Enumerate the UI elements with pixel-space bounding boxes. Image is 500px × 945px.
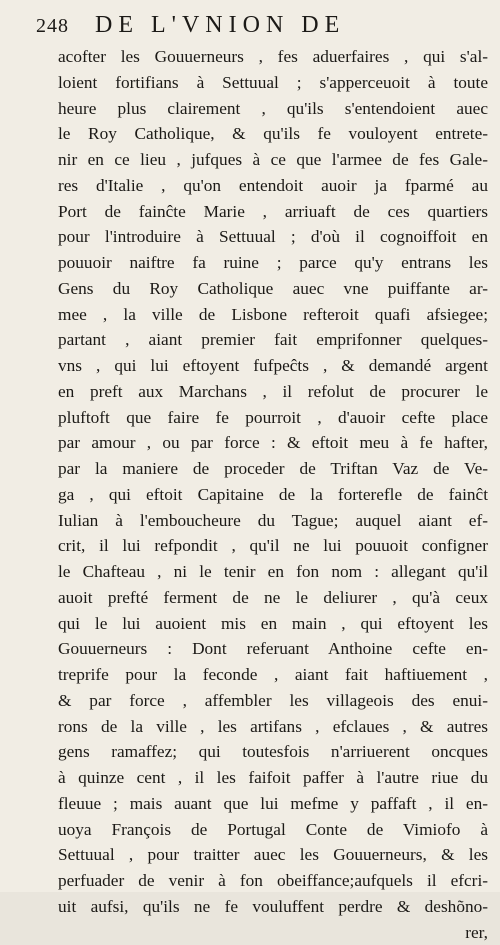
- text-line: & par force , affembler les villageois des enui-: [58, 688, 488, 714]
- text-line: rons de la ville , les artifans , efclaues , & autres: [58, 714, 488, 740]
- text-line: ga , qui eftoit Capitaine de la forterefle de fainĉt: [58, 482, 488, 508]
- text-line: pluftoft que faire fe pourroit , d'auoir cefte place: [58, 405, 488, 431]
- text-line: Gouuerneurs : Dont referuant Anthoine cefte en-: [58, 636, 488, 662]
- page-number: 248: [36, 15, 69, 38]
- text-line: mee , la ville de Lisbone refteroit quafi afsiegee;: [58, 302, 488, 328]
- text-line: par amour , ou par force : & eftoit meu à fe hafter,: [58, 430, 488, 456]
- page-header: [36, 12, 476, 42]
- text-line: treprife pour la feconde , aiant fait haftiuement ,: [58, 662, 488, 688]
- text-line: pouuoir naiftre fa ruine ; parce qu'y entrans les: [58, 250, 488, 276]
- text-line: en preft aux Marchans , il refolut de procurer le: [58, 379, 488, 405]
- text-line: vns , qui lui eftoyent fufpeĉts , & demandé argent: [58, 353, 488, 379]
- text-line: heure plus clairement , qu'ils s'entendoient auec: [58, 96, 488, 122]
- text-line: Port de fainĉte Marie , arriuaft de ces quartiers: [58, 199, 488, 225]
- text-line: gens ramaffez; qui toutesfois n'arriuerent oncques: [58, 739, 488, 765]
- text-line: qui le lui auoient mis en main , qui eftoyent les: [58, 611, 488, 637]
- text-line: par la maniere de proceder de Triftan Vaz de Ve-: [58, 456, 488, 482]
- text-line: uit aufsi, qu'ils ne fe vouluffent perdre & deshõno-: [58, 894, 488, 920]
- text-line: res d'Italie , qu'on entendoit auoir ja fparmé au: [58, 173, 488, 199]
- text-line: le Chafteau , ni le tenir en fon nom : allegant qu'il: [58, 559, 488, 585]
- text-line: uoya François de Portugal Conte de Vimiofo à: [58, 817, 488, 843]
- text-line: Settuual , pour traitter auec les Gouuerneurs, & les: [58, 842, 488, 868]
- running-head: DE L'VNION DE: [95, 12, 345, 39]
- text-line: acofter les Gouuerneurs , fes aduerfaires , qui s'al-: [58, 44, 488, 70]
- text-line: perfuader de venir à fon obeiffance;aufquels il efcri-: [58, 868, 488, 894]
- text-line: auoit prefté ferment de ne le deliurer , qu'à ceux: [58, 585, 488, 611]
- text-line: loient fortifians à Settuual ; s'apperceuoit à toute: [58, 70, 488, 96]
- text-line: partant , aiant premier fait emprifonner quelques-: [58, 327, 488, 353]
- text-line: Gens du Roy Catholique auec vne puiffante ar-: [58, 276, 488, 302]
- catchword: rer,: [58, 920, 488, 945]
- text-line: à quinze cent , il les faifoit paffer à l'autre riue du: [58, 765, 488, 791]
- body-text: [58, 44, 488, 945]
- text-line: le Roy Catholique, & qu'ils fe vouloyent entrete-: [58, 121, 488, 147]
- text-line: fleuue ; mais auant que lui mefme y paffaft , il en-: [58, 791, 488, 817]
- text-line: nir en ce lieu , jufques à ce que l'armee de fes Gale-: [58, 147, 488, 173]
- text-line: crit, il lui refpondit , qu'il ne lui pouuoit configner: [58, 533, 488, 559]
- text-line: pour l'introduire à Settuual ; d'où il cognoiffoit en: [58, 224, 488, 250]
- text-line: Iulian à l'embouchеure du Tague; auquel aiant ef-: [58, 508, 488, 534]
